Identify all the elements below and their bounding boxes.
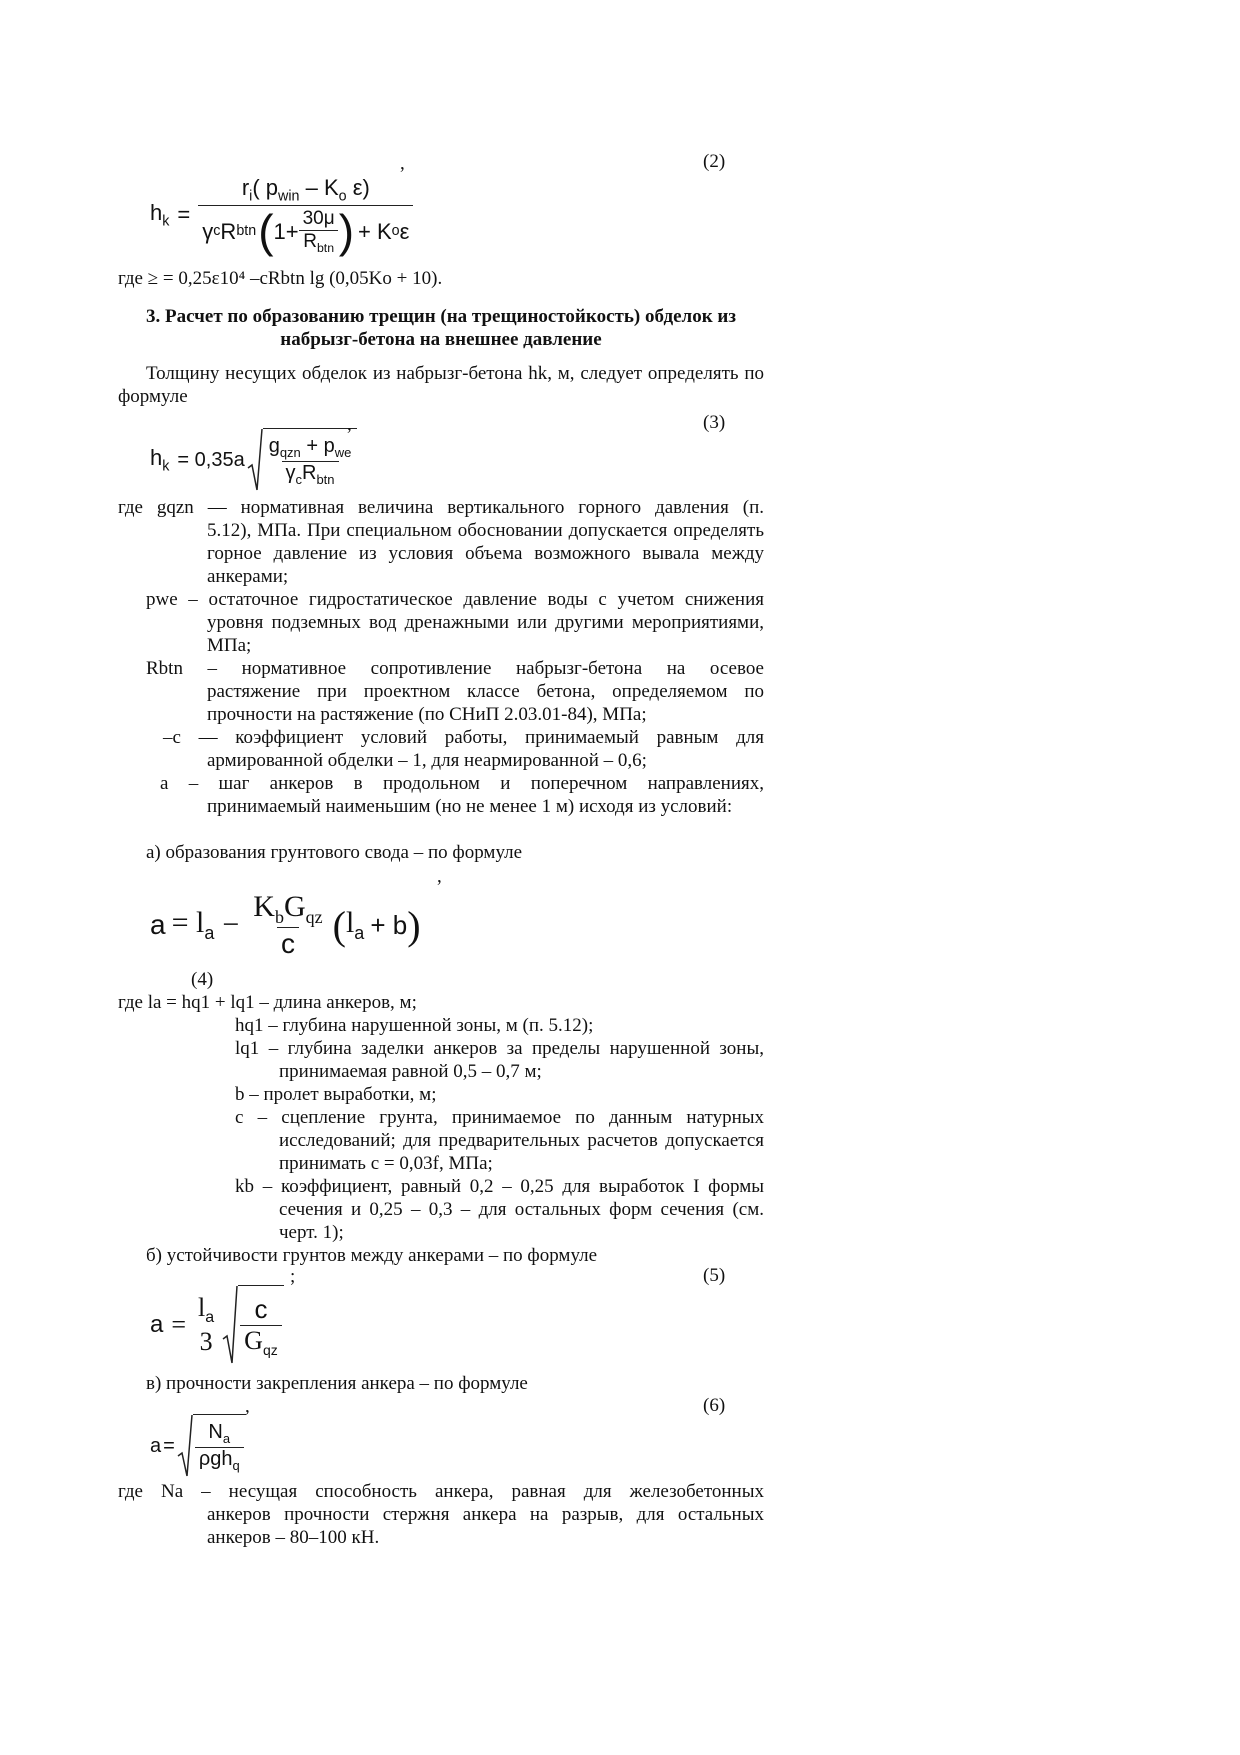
section-heading: 3. Расчет по образованию трещин (на трещиностойкость) обделок из набрызг-бетона на внешнее давление	[146, 306, 736, 350]
formula-2-lhs: $h_k$	[150, 200, 170, 230]
equation-number-5: (5)	[703, 1265, 726, 1286]
definition-a: a – шаг анкеров в продольном и поперечном направлениях, принимаемый наименьшим (но не менее 1 м) исходя из условий:	[160, 773, 764, 817]
definition-na: где Na – несущая способность анкера, равная для железобетонных анкеров прочности стержня анкера на разрыв, для остальных анкеров – 80–100 кН.	[118, 1481, 764, 1548]
definition-gamma-c: –c — коэффициент условий работы, принимаемый равным для армированной обделки – 1, для неармированной – 0,6;	[163, 727, 764, 771]
equation-number-4: (4)	[191, 969, 214, 990]
formula-3-comma: ,	[347, 414, 352, 435]
case-a-text: а) образования грунтового свода – по формуле	[146, 842, 523, 863]
formula-4: a = $l_a$ − $\frac{K_bG_{qz}}{c}$ ( $l_a$ + b )	[150, 889, 421, 960]
formula-2-denominator: γ c R btn ( 1+ $\frac{30\mu}{R_{btn}}$ ) + K o ε	[198, 205, 413, 255]
case-b-text: б) устойчивости грунтов между анкерами – по формуле	[146, 1245, 598, 1266]
formula-2-fraction	[198, 175, 413, 258]
formula-2-numerator: $r_i$( $p_{win} - K_o$ ε)	[241, 175, 370, 205]
formula-5: a = $l_a$ 3 $\frac{c}{G_{qz}}$	[150, 1285, 284, 1365]
formula-6: a = $\frac{N_a}{\rho gh_q}$	[150, 1414, 246, 1478]
equation-number-3: (3)	[703, 412, 726, 433]
formula-5-semicolon: ;	[290, 1266, 296, 1287]
formula-2-comma: ,	[400, 153, 405, 174]
formula-6-comma: ,	[245, 1396, 250, 1417]
formula-2: $h_k$ = $r_i$( $p_{win} - K_o$ ε) γ c R btn ( 1+ $\frac{30\mu}{R_{btn}}$ ) + K o ε	[150, 165, 413, 265]
definition-c: c – сцепление грунта, принимаемое по данным натурных исследований; для предварительных расчетов допускается принимать c = 0,03f, МПа;	[235, 1107, 764, 1174]
formula-3-lhs: $h_k$	[150, 445, 170, 475]
definition-b: b – пролет выработки, м;	[235, 1084, 437, 1105]
definition-gqzn: где gqzn — нормативная величина вертикального горного давления (п. 5.12), МПа. При специальном обосновании допускается определять горное давление из условия объема возможного вывала между анкерами;	[118, 497, 764, 587]
intro-paragraph: Толщину несущих обделок из набрызг-бетона hk, м, следует определять по формуле	[118, 363, 764, 407]
where-eps-line: где ≥ = 0,25ε10⁴ –cRbtn lg (0,05Ko + 10).	[118, 268, 443, 289]
definition-kb: kb – коэффициент, равный 0,2 – 0,25 для выработок I формы сечения и 0,25 – 0,3 – для остальных форм сечения (см. черт. 1);	[235, 1176, 764, 1243]
definition-hq1: hq1 – глубина нарушенной зоны, м (п. 5.12);	[235, 1015, 594, 1036]
definition-lq1: lq1 – глубина заделки анкеров за пределы нарушенной зоны, принимаемая равной 0,5 – 0,7 м;	[235, 1038, 764, 1082]
case-c-text: в) прочности закрепления анкера – по формуле	[146, 1373, 528, 1394]
equation-number-6: (6)	[703, 1395, 726, 1416]
definition-rbtn: Rbtn – нормативное сопротивление набрызг-бетона на осевое растяжение при проектном классе бетона, определяемом по прочности на растяжение (по СНиП 2.03.01-84), МПа;	[146, 658, 764, 725]
definition-pwe: pwe – остаточное гидростатическое давление воды с учетом снижения уровня подземных вод дренажными или другими мероприятиями, МПа;	[146, 589, 764, 656]
formula-4-comma: ,	[437, 866, 442, 887]
definition-la: где la = hq1 + lq1 – длина анкеров, м;	[118, 992, 417, 1013]
formula-3: $h_k$ = 0,35a $\frac{g_{qzn} + p_{we}}{\gamma_cR_{btn}}$	[150, 428, 357, 492]
equation-number-2: (2)	[703, 151, 726, 172]
formula-3-radical: $\frac{g_{qzn} + p_{we}}{\gamma_cR_{btn}}$	[247, 428, 358, 492]
